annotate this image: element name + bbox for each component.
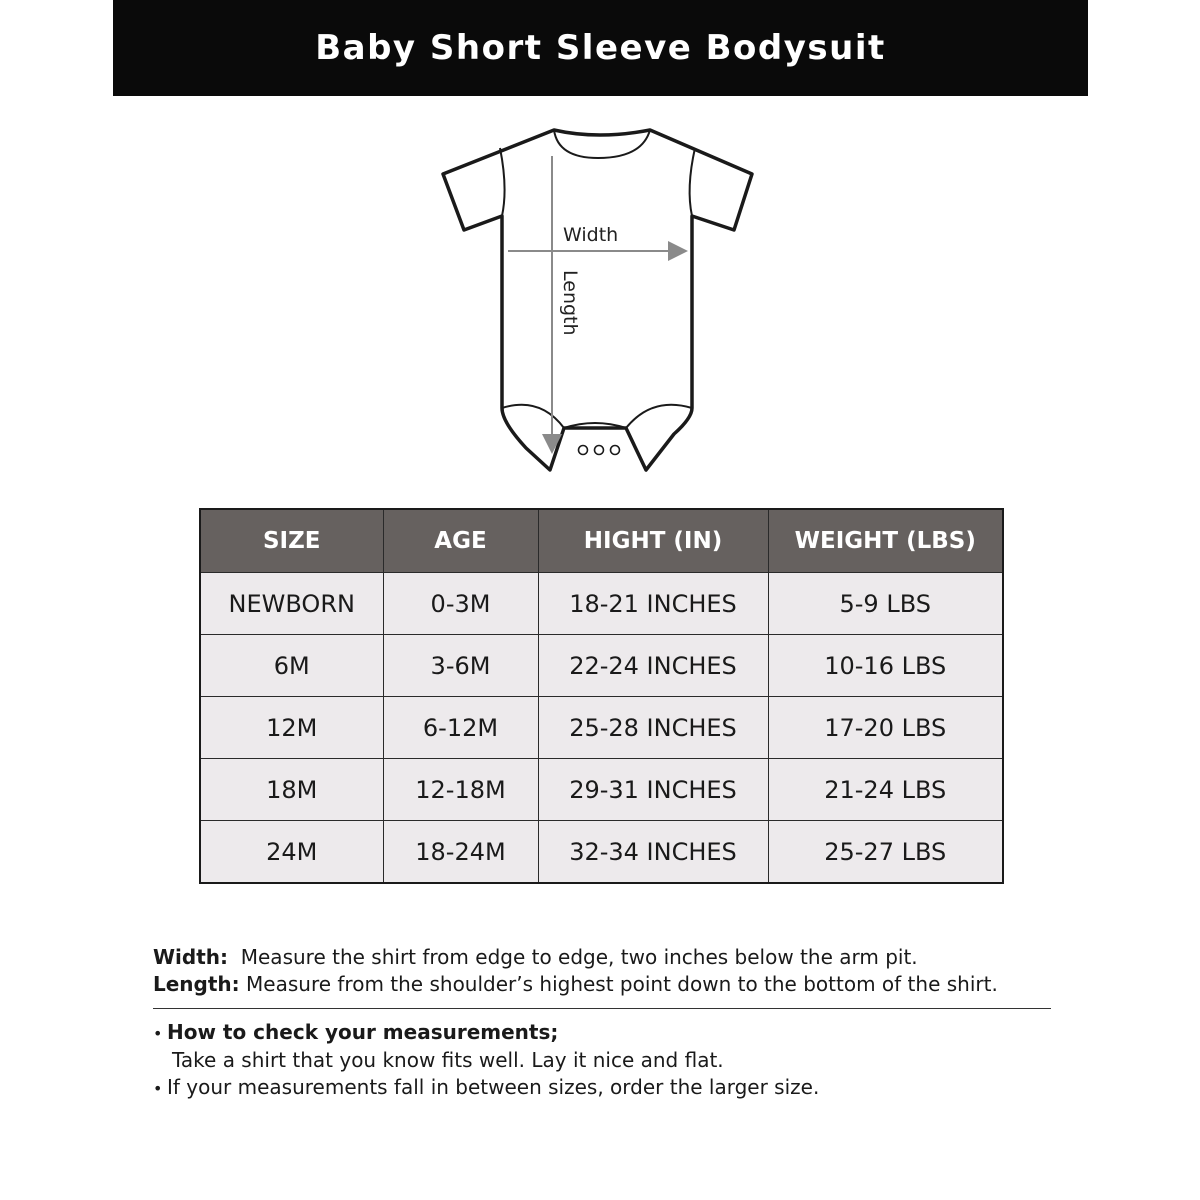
table-row: [200, 635, 1003, 697]
weight-cell: 5-9 LBS: [768, 573, 1003, 635]
size-cell: 12M: [200, 697, 383, 759]
header-age: AGE: [383, 509, 538, 573]
height-cell: 25-28 INCHES: [538, 697, 768, 759]
size-chart-table: [199, 508, 1004, 884]
length-term: Length:: [153, 972, 240, 996]
age-cell: 18-24M: [383, 821, 538, 884]
table-header-row: [200, 509, 1003, 573]
page-title: Baby Short Sleeve Bodysuit: [315, 28, 886, 68]
header-size: SIZE: [200, 509, 383, 573]
age-cell: 12-18M: [383, 759, 538, 821]
length-label: Length: [559, 270, 581, 336]
measurement-tips: [153, 1019, 1073, 1102]
size-cell: NEWBORN: [200, 573, 383, 635]
right-sleeve-seam: [690, 148, 695, 216]
list-item: [153, 1019, 1073, 1047]
age-cell: 3-6M: [383, 635, 538, 697]
header-weight: WEIGHT (LBS): [768, 509, 1003, 573]
table-row: [200, 573, 1003, 635]
width-note: [153, 944, 1073, 971]
size-cell: 24M: [200, 821, 383, 884]
bodysuit-illustration: [430, 118, 770, 488]
bullet-icon: •: [153, 1079, 163, 1098]
left-sleeve-seam: [500, 148, 505, 216]
tips-instruction: Take a shirt that you know fits well. Lay it nice and flat.: [172, 1048, 724, 1072]
width-label: Width: [563, 224, 619, 246]
table-row: [200, 821, 1003, 884]
width-term: Width:: [153, 945, 229, 969]
table-row: [200, 697, 1003, 759]
title-banner: [113, 0, 1088, 96]
height-cell: 32-34 INCHES: [538, 821, 768, 884]
size-cell: 6M: [200, 635, 383, 697]
weight-cell: 17-20 LBS: [768, 697, 1003, 759]
size-cell: 18M: [200, 759, 383, 821]
measurement-notes: [153, 944, 1073, 998]
list-item: [153, 1074, 1073, 1102]
age-cell: 0-3M: [383, 573, 538, 635]
table-row: [200, 759, 1003, 821]
snap-button: [611, 446, 620, 455]
width-description: Measure the shirt from edge to edge, two inches below the arm pit.: [240, 945, 918, 969]
height-cell: 29-31 INCHES: [538, 759, 768, 821]
header-height: HIGHT (IN): [538, 509, 768, 573]
between-sizes-tip: If your measurements fall in between sizes, order the larger size.: [167, 1075, 820, 1099]
age-cell: 6-12M: [383, 697, 538, 759]
snap-button: [579, 446, 588, 455]
bodysuit-outline: [443, 130, 752, 470]
left-leg-opening: [502, 405, 564, 428]
divider: [153, 1008, 1051, 1009]
bullet-icon: •: [153, 1024, 163, 1043]
length-description: Measure from the shoulder’s highest point down to the bottom of the shirt.: [246, 972, 998, 996]
bodysuit-diagram: [430, 118, 770, 488]
weight-cell: 25-27 LBS: [768, 821, 1003, 884]
snap-button: [595, 446, 604, 455]
weight-cell: 10-16 LBS: [768, 635, 1003, 697]
height-cell: 22-24 INCHES: [538, 635, 768, 697]
tips-heading: How to check your measurements;: [167, 1020, 559, 1044]
length-note: [153, 971, 1073, 998]
height-cell: 18-21 INCHES: [538, 573, 768, 635]
weight-cell: 21-24 LBS: [768, 759, 1003, 821]
